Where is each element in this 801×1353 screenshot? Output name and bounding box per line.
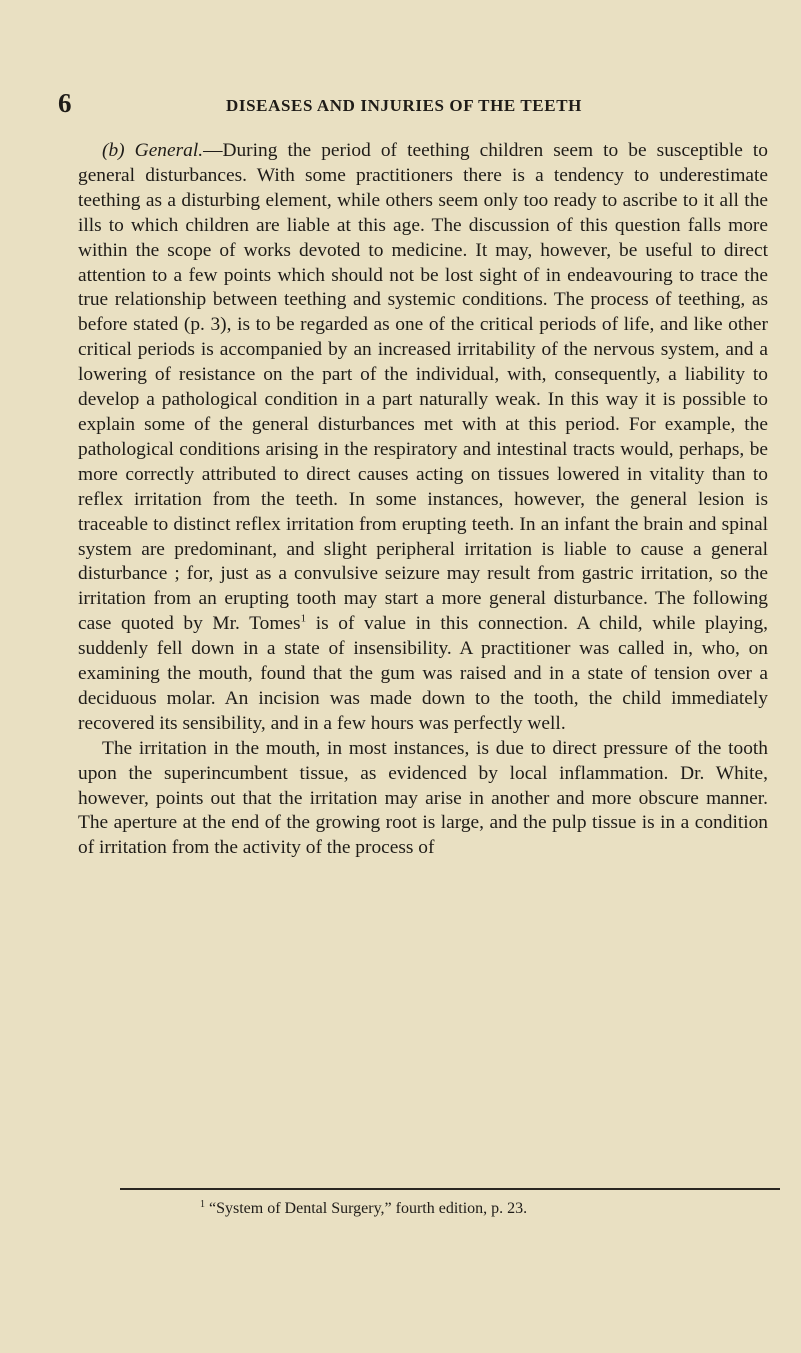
footnote-reference: 1	[300, 612, 307, 625]
page-number: 6	[58, 88, 72, 118]
running-head: DISEASES AND INJURIES OF THE TEETH	[226, 96, 582, 115]
footnote	[200, 1200, 527, 1218]
paragraph-general	[78, 139, 768, 737]
footnote-mark: 1	[200, 1198, 205, 1210]
paragraph-irritation: The irritation in the mouth, in most instances, is due to direct pressure of the tooth upon the superincumbent tissue, as evidenced by local inflammation. Dr. White, however, points out that the irritation may arise in another and more obscure manner. The aperture at the end of the growing root is large, and the pulp tissue is in a condition of irritation from the activity of the process of	[78, 737, 768, 859]
subsection-label: (b) General.	[102, 140, 204, 161]
page-header	[58, 88, 761, 126]
paragraph-general-text-1: —During the period of teething children seem to be susceptible to general disturbances. With some practitioners there is a tendency to underestimate teething as a disturbing element, while others seem only too ready to ascribe to it all the ills to which children are liable at this age. The discussion of this question falls more within the scope of works devoted to medicine. It may, however, be useful to direct attention to a few points which should not be lost sight of in endeavouring to trace the true relationship between teething and systemic conditions. The process of teething, as before stated (p. 3), is to be regarded as one of the critical periods of life, and like other critical periods is accompanied by an increased irritability of the nervous system, and a lowering of resistance on the part of the individual, with, consequently, a liability to develop a pathological condition in a part naturally weak. In this way it is possible to explain some of the general disturbances met with at this period. For example, the pathological conditions arising in the respiratory and intestinal tracts would, perhaps, be more correctly attributed to direct causes acting on tissues lowered in vitality than to reflex irritation from the teeth. In some instances, however, the general lesion is traceable to distinct reflex irritation from erupting teeth. In an infant the brain and spinal system are predominant, and slight peripheral irritation is liable to cause a general disturbance ; for, just as a convulsive seizure may result from gastric irritation, so the irritation from an erupting tooth may start a more general disturbance. The following case quoted by Mr. Tomes	[78, 140, 768, 635]
paragraph-general-text-2: is of value in this connection. A child, while playing, suddenly fell down in a state of insensibility. A practitioner was called in, who, on examining the mouth, found that the gum was raised and in a state of tension over a deciduous molar. An incision was made down to the tooth, the child immediately recovered its sensibility, and in a few hours was perfectly well.	[78, 613, 768, 734]
body-text	[78, 139, 768, 861]
footnote-divider	[120, 1188, 780, 1190]
footnote-text: “System of Dental Surgery,” fourth edition, p. 23.	[209, 1200, 528, 1217]
